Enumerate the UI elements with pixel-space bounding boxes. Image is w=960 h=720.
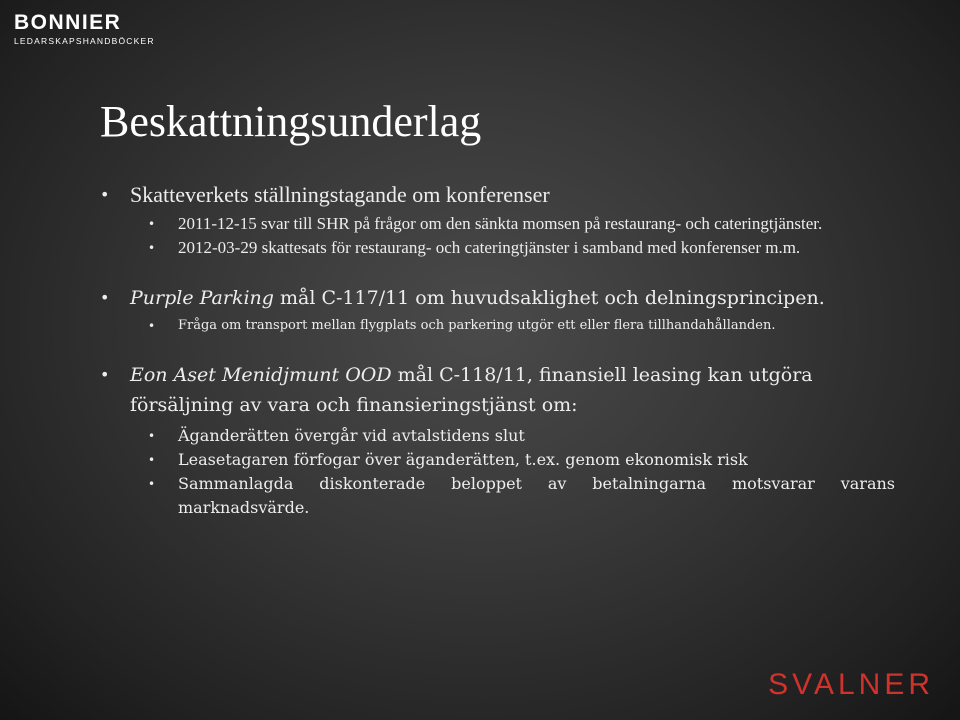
sub-bullet: • Sammanlagda diskonterade beloppet av betalningarna motsvarar varans marknadsvärde. [100,472,895,520]
sub-bullet: • 2011-12-15 svar till SHR på frågor om den sänkta momsen på restaurang- och cateringtjänster. [100,212,895,236]
bullet-heading: • Skatteverkets ställningstagande om konferenser [100,180,895,210]
sub-bullet: • Fråga om transport mellan flygplats och parkering utgör ett eller flera tillhandahållanden. [100,316,895,336]
slide-title: Beskattningsunderlag [100,97,482,146]
bullet-heading [100,360,895,420]
sub-bullet: • 2012-03-29 skattesats för restaurang- och cateringtjänster i samband med konferenser m.m. [100,236,895,260]
svalner-logo: SVALNER [768,668,934,701]
slide-content [100,180,895,520]
case-name: Eon Aset Menidjmunt OOD [130,364,392,386]
bonnier-logo [14,12,155,46]
section-skatteverket [100,180,895,260]
sub-bullet: • Leasetagaren förfogar över äganderätten, t.ex. genom ekonomisk risk [100,448,895,472]
case-description: mål C-117/11 om huvudsaklighet och delningsprincipen. [273,287,825,309]
section-eon-aset [100,360,895,520]
bullet-heading [100,284,895,312]
logo-name: BONNIER [14,11,122,34]
case-name: Purple Parking [130,287,274,309]
section-purple-parking [100,284,895,336]
logo-tagline: LEDARSKAPSHANDBÖCKER [14,36,155,46]
sub-bullet: • Äganderätten övergår vid avtalstidens slut [100,424,895,448]
case-description: mål C-118/11, finansiell leasing kan utgöra försäljning av vara och finansieringstjänst om: [130,364,813,416]
